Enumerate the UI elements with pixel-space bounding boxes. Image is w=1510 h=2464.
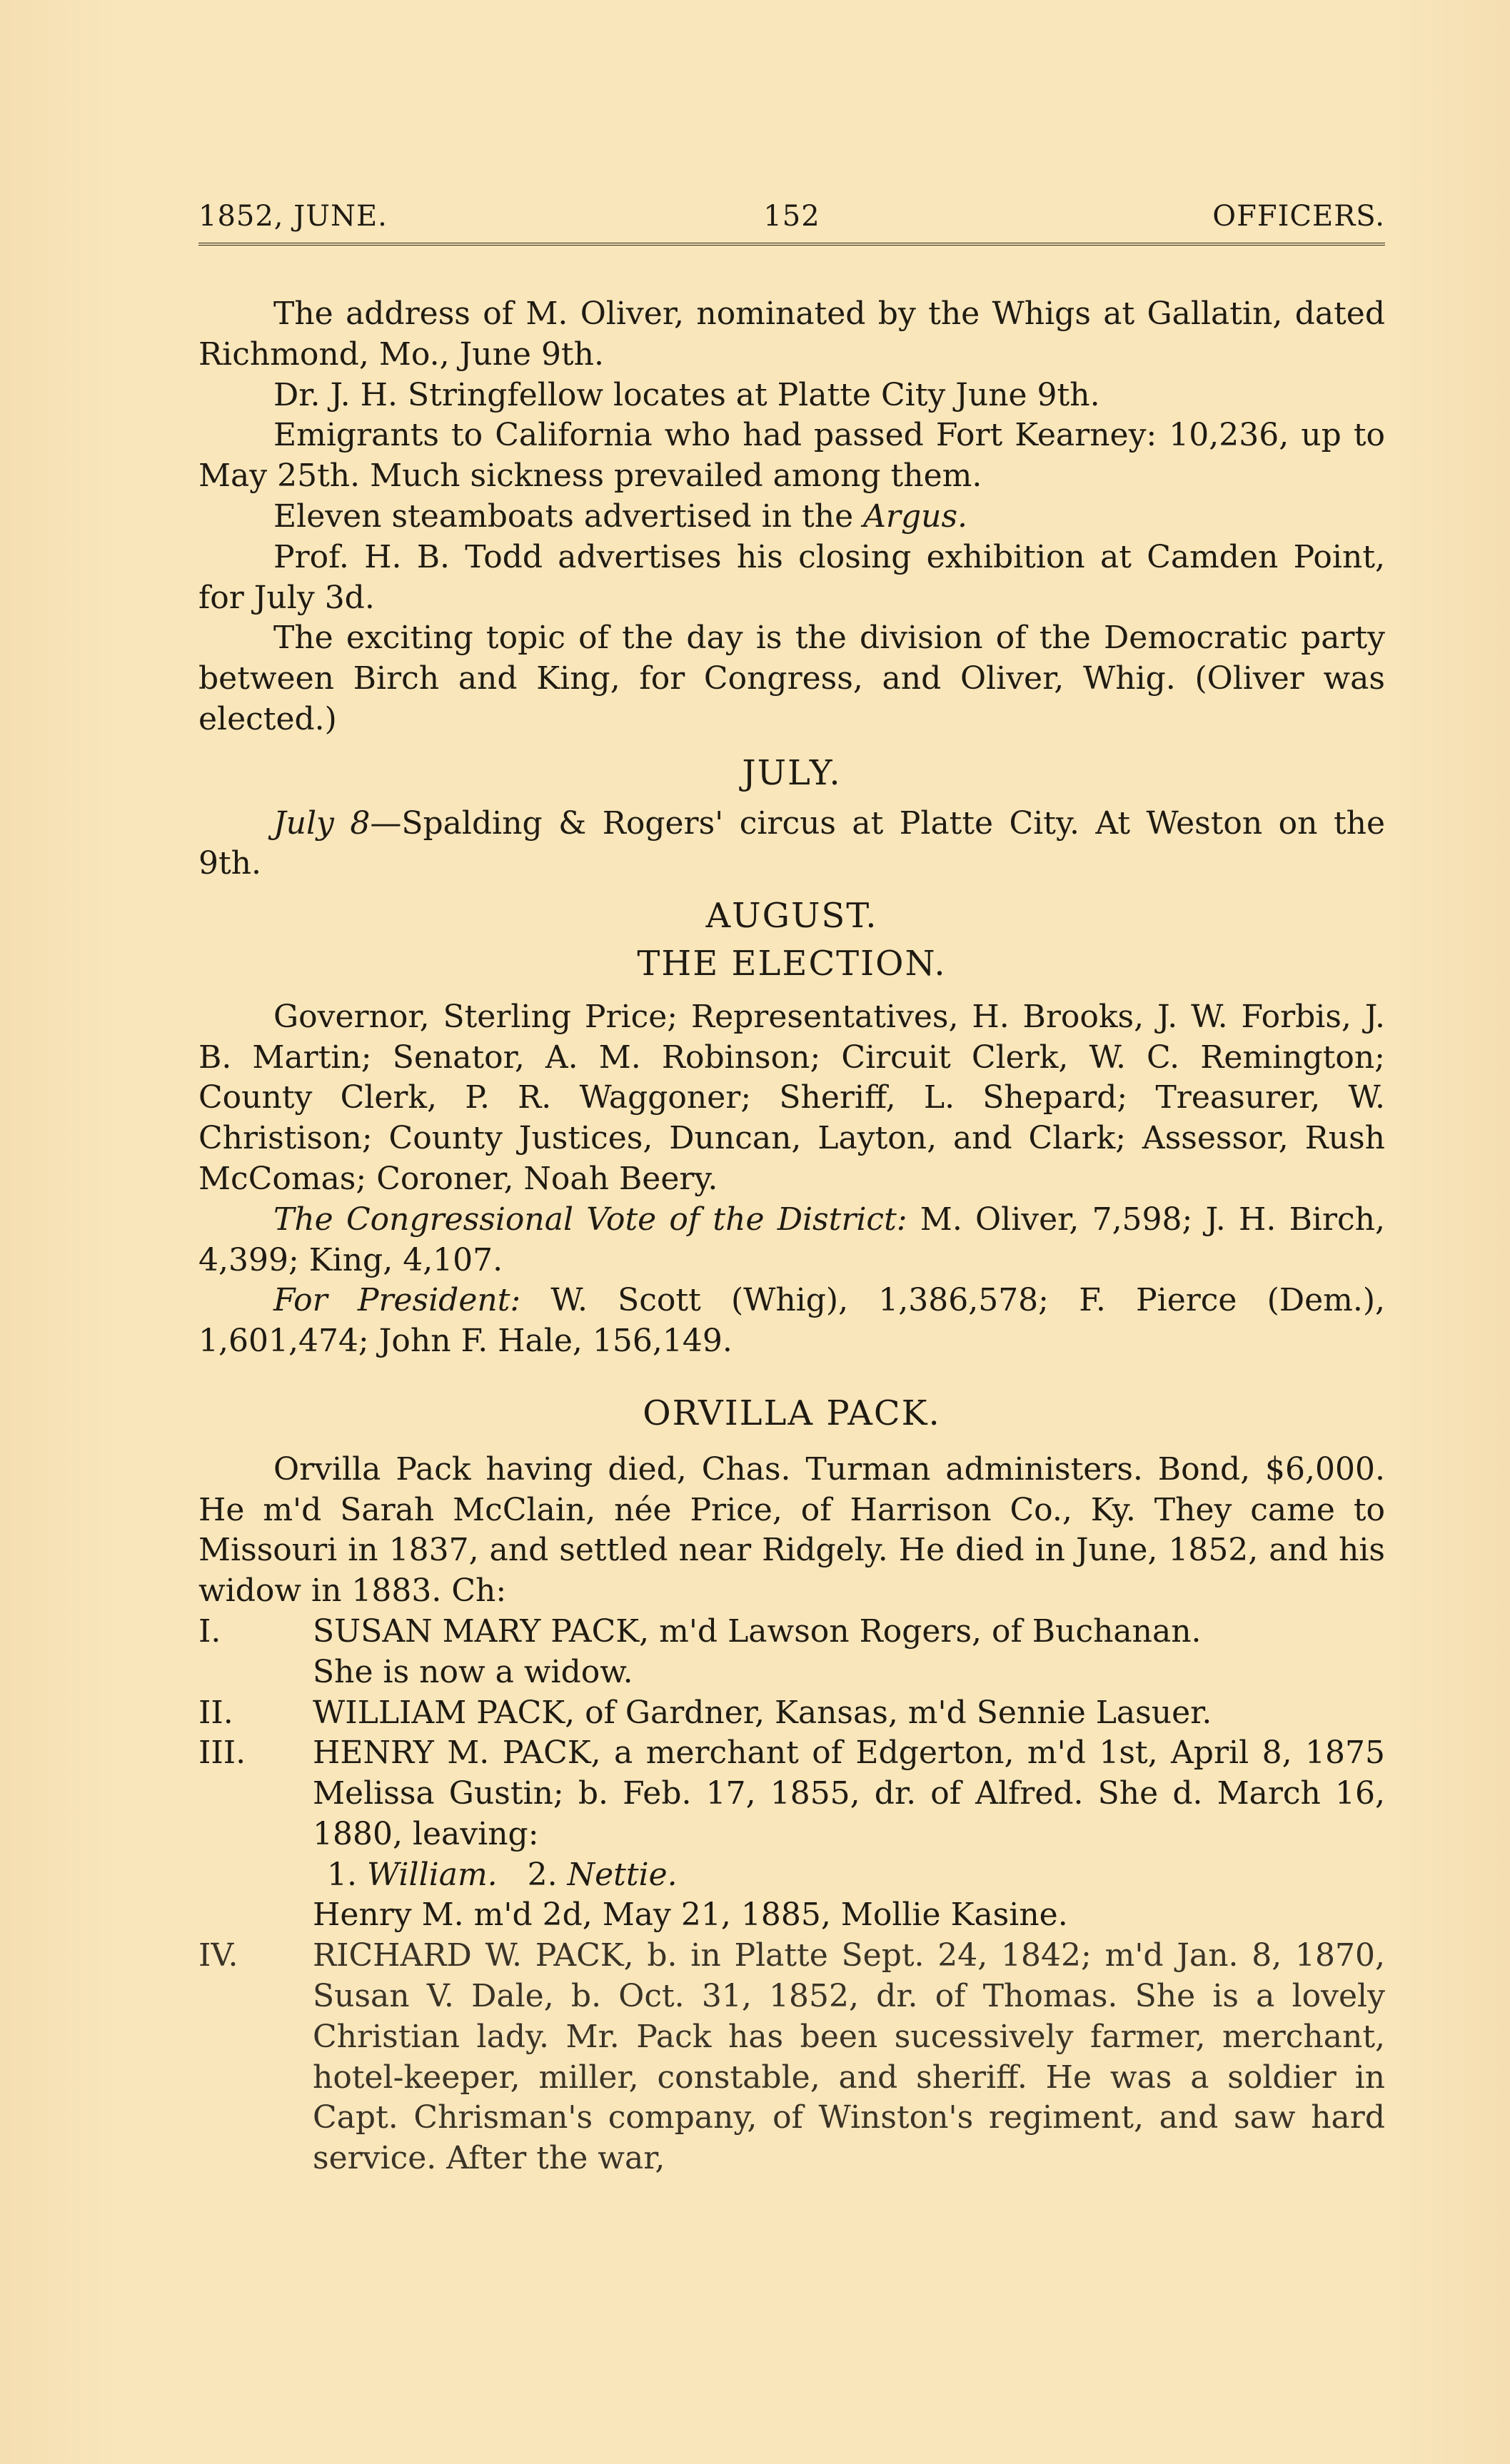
heading-july: JULY. <box>742 752 842 793</box>
paragraph-circus <box>198 804 1385 885</box>
child-numeral: I. <box>198 1612 221 1650</box>
child-text: WILLIAM PACK, of Gardner, Kansas, m'd Sennie Lasuer. <box>313 1694 1212 1731</box>
paragraph-stringfellow: Dr. J. H. Stringfellow locates at Platte City June 9th. <box>273 376 1100 413</box>
paragraph-todd: Prof. H. B. Todd advertises his closing exhibition at Camden Point, for July 3d. <box>198 538 1385 616</box>
child-text: SUSAN MARY PACK, m'd Lawson Rogers, of Buchanan. <box>313 1612 1202 1650</box>
child-entry <box>198 1612 1385 1652</box>
page-body <box>198 294 1385 2179</box>
child-entry <box>198 1693 1385 1734</box>
paragraph-steamboats <box>198 497 1385 537</box>
child-text: HENRY M. PACK, a merchant of Edgerton, m'd 1st, April 8, 1875 Melissa Gustin; b. Feb. 17, 1855, dr. of Alfred. She d. March 16, 1880, leaving: <box>313 1735 1385 1852</box>
header-rule <box>198 243 1385 247</box>
child-entry <box>198 1733 1385 1854</box>
child-numeral: II. <box>198 1694 233 1731</box>
paragraph-orvilla-intro: Orvilla Pack having died, Chas. Turman administers. Bond, $6,000. He m'd Sarah McClain, née Price, of Harrison Co., Ky. They came to Missouri in 1837, and settled near Ridgely. He died in June, 1852, and his widow in 1883. Ch: <box>198 1450 1385 1610</box>
child-numeral: III. <box>198 1735 246 1772</box>
paragraph-officers: Governor, Sterling Price; Representatives, H. Brooks, J. W. Forbis, J. B. Martin; Senator, A. M. Robinson; Circuit Clerk, W. C. Remington; County Clerk, P. R. Waggoner; Sheriff, L. Shepard; Treasurer, W. Christison; County Justices, Duncan, Layton, and Clark; Assessor, Rush McComas; Coroner, Noah Beery. <box>198 998 1385 1197</box>
grandchildren-line <box>198 1855 1385 1896</box>
congressional-label: The Congressional Vote of the District: <box>273 1201 907 1238</box>
child-entry <box>198 1936 1385 2179</box>
steamboats-text: Eleven steamboats advertised in the <box>273 498 864 535</box>
heading-orvilla-pack: ORVILLA PACK. <box>643 1393 941 1433</box>
grandchild-number: 1. <box>327 1856 357 1893</box>
grandchild-number: 2. <box>527 1856 558 1893</box>
child-numeral: IV. <box>198 1937 238 1974</box>
running-head-section: OFFICERS. <box>1212 200 1385 233</box>
congressional-results: M. Oliver, 7,598; J. H. Birch, 4,399; King, 4,107. <box>198 1201 1385 1278</box>
paragraph-congressional-vote <box>198 1200 1385 1281</box>
child-text: RICHARD W. PACK, b. in Platte Sept. 24, 1842; m'd Jan. 8, 1870, Susan V. Dale, b. Oct. 31, 1852, dr. of Thomas. She is a lovely Christian lady. Mr. Pack has been sucessively farmer, merchant, hotel-keeper, miller, constable, and sheriff. He was a soldier in Capt. Chrisman's company, of Winston's regiment, and saw hard service. After the war, <box>313 1937 1385 2177</box>
grandchild-name: William. <box>366 1856 498 1893</box>
paragraph-oliver-address: The address of M. Oliver, nominated by the Whigs at Gallatin, dated Richmond, Mo., June 9th. <box>198 296 1385 373</box>
paragraph-emigrants: Emigrants to California who had passed Fort Kearney: 10,236, up to May 25th. Much sickness prevailed among them. <box>198 417 1385 495</box>
heading-august: AUGUST. <box>705 896 878 936</box>
running-head <box>198 200 1385 236</box>
president-label: For President: <box>273 1282 521 1319</box>
argus-title: Argus. <box>863 498 968 535</box>
running-head-date: 1852, JUNE. <box>198 200 388 233</box>
circus-date: July 8 <box>273 804 371 842</box>
paragraph-presidential-vote <box>198 1281 1385 1362</box>
paragraph-democratic-division: The exciting topic of the day is the division of the Democratic party between Birch and King, for Congress, and Oliver, Whig. (Oliver was elected.) <box>198 620 1385 737</box>
circus-text: —Spalding & Rogers' circus at Platte City. At Weston on the 9th. <box>198 804 1385 882</box>
president-results: W. Scott (Whig), 1,386,578; F. Pierce (Dem.), 1,601,474; John F. Hale, 156,149. <box>198 1282 1386 1360</box>
heading-election: THE ELECTION. <box>637 943 947 984</box>
grandchild-name: Nettie. <box>567 1856 678 1893</box>
child-continuation: She is now a widow. <box>313 1653 633 1690</box>
page-number: 152 <box>763 200 820 233</box>
child-continuation: Henry M. m'd 2d, May 21, 1885, Mollie Kasine. <box>313 1897 1068 1934</box>
